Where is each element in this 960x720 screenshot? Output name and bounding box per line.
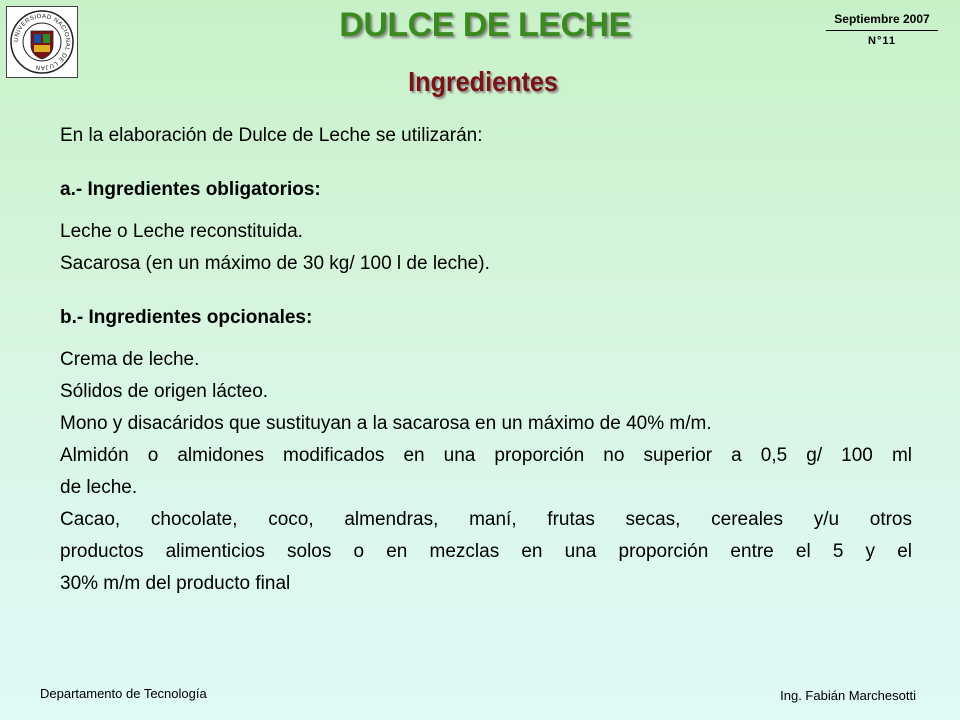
issue-date: Septiembre 2007	[826, 12, 938, 31]
issue-info	[826, 12, 938, 47]
optional-item: Cacao, chocolate, coco, almendras, maní, frutas secas, cereales y/u otros	[60, 509, 912, 530]
intro-text: En la elaboración de Dulce de Leche se utilizarán:	[60, 125, 483, 146]
optional-item: Mono y disacáridos que sustituyan a la sacarosa en un máximo de 40% m/m.	[60, 413, 712, 434]
mandatory-item: Leche o Leche reconstituida.	[60, 221, 303, 242]
issue-number: N°11	[868, 35, 896, 47]
content-body	[60, 120, 912, 600]
optional-item: Almidón o almidones modificados en una proporción no superior a 0,5 g/ 100 ml	[60, 445, 912, 466]
footer-department: Departamento de Tecnología	[40, 686, 207, 701]
mandatory-item: Sacarosa (en un máximo de 30 kg/ 100 l de leche).	[60, 253, 490, 274]
optional-item: de leche.	[60, 477, 138, 498]
heading-mandatory-ingredients: a.- Ingredientes obligatorios:	[60, 179, 321, 200]
seal-text: UNIVERSIDAD NACIONAL DE LUJAN	[12, 12, 72, 72]
page-title: DULCE DE LECHE	[339, 6, 631, 44]
optional-item: Sólidos de origen lácteo.	[60, 381, 269, 402]
optional-item: productos alimenticios solos o en mezclas en una proporción entre el 5 y el	[60, 541, 912, 562]
section-subtitle: Ingredientes	[408, 66, 558, 97]
heading-optional-ingredients: b.- Ingredientes opcionales:	[60, 307, 313, 328]
footer-author: Ing. Fabián Marchesotti	[780, 688, 916, 703]
optional-item: Crema de leche.	[60, 349, 200, 370]
optional-item: 30% m/m del producto final	[60, 573, 291, 594]
